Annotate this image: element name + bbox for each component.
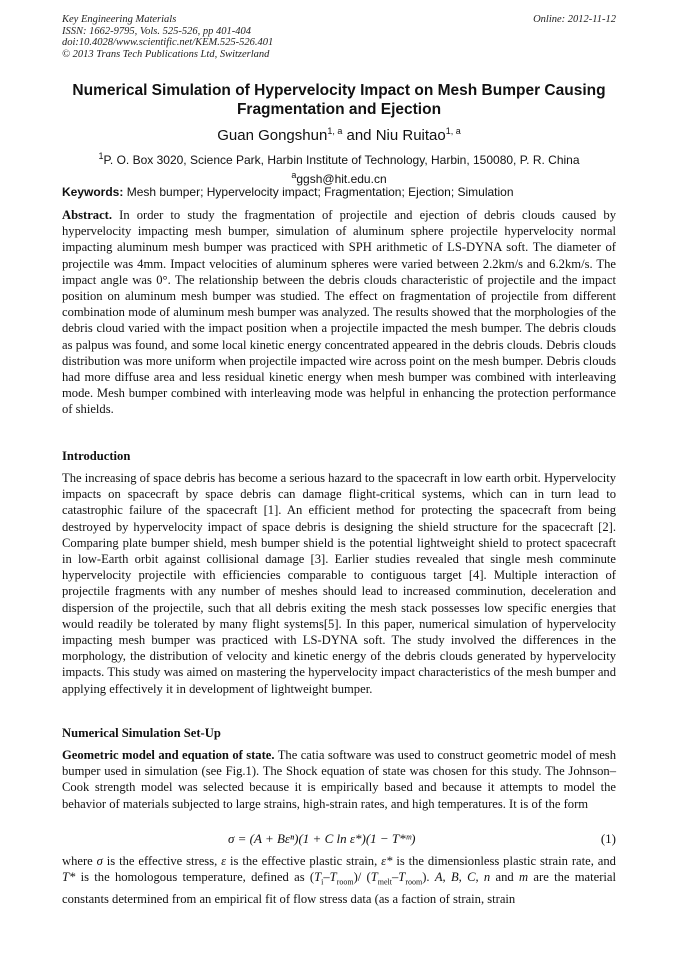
where-text-1: where	[62, 854, 93, 868]
material-constants: A, B, C, n	[434, 870, 491, 885]
online-date: Online: 2012-11-12	[533, 14, 616, 25]
title-line-2: Fragmentation and Ejection	[236, 101, 442, 118]
paper-title	[62, 81, 616, 119]
t-melt-symbol: T	[370, 870, 378, 885]
dash-1: –	[323, 870, 330, 885]
t-star-symbol: T*	[62, 870, 76, 885]
journal-name: Key Engineering Materials	[62, 14, 177, 25]
author-2: Niu Ruitao	[375, 127, 446, 144]
where-text-3: is the effective plastic strain,	[230, 854, 378, 868]
where-text-4: is the dimensionless plastic strain rate, and	[396, 854, 616, 868]
setup-subheading: Geometric model and equation of state.	[62, 748, 275, 762]
t-room-symbol: T	[329, 870, 337, 885]
setup-heading: Numerical Simulation Set-Up	[62, 726, 221, 740]
affiliation-block	[62, 149, 616, 187]
epsilon-star-symbol: ε*	[381, 854, 393, 868]
equation-definitions	[62, 853, 616, 907]
m-symbol: m	[519, 870, 529, 885]
author-conjunction: and	[346, 127, 372, 144]
author-2-affiliation-mark: 1, a	[445, 126, 461, 136]
keywords-label: Keywords:	[62, 185, 124, 199]
journal-header	[62, 14, 616, 60]
equation-number: (1)	[600, 831, 616, 846]
author-email: ggsh@hit.edu.cn	[296, 172, 387, 186]
author-1: Guan Gongshun	[217, 127, 328, 144]
sigma-symbol: σ	[96, 854, 103, 868]
affiliation-address: P. O. Box 3020, Science Park, Harbin Institute of Technology, Harbin, 150080, P. R. China	[103, 153, 580, 167]
t-room-subscript-2: room	[405, 877, 423, 887]
equation-formula: σ = (A + Bεⁿ)(1 + C ln ε*)(1 − T*ᵐ)	[228, 831, 416, 846]
abstract-text: In order to study the fragmentation of projectile and ejection of debris clouds caused by hypervelocity impacting mesh bumper, simulation of aluminum sphere projectile hypervelocity normal impacting aluminum mesh bumper was practiced with SPH arithmetic of LS-DYNA soft. The diameter of projectile was 4mm. Impact velocities of aluminum spheres were varied between 2.2km/s and 6.2km/s. The impact angle was 0°. The relationship between the debris clouds characteristic of projectile and the impact position on aluminum mesh bumper was studied. The effect on fragmentation of projectile from different combination mode of aluminum mesh bumper was analyzed. The results showed that the morphologies of the debris cloud varied with the impact position when a projectile impacted the mesh bumper. The debris clouds as palpus was found, and some local kinetic energy concentrated appeared in the debris clouds. Debris clouds distribution was more uniform when projectile impacted wire across point on the mesh bumper. Debris clouds had more diffuse area and less residual kinetic energy when mesh bumper was combined with interleaving mode. Mesh bumper combined with interleaving mode was helpful in enhancing the protection performance of shields.	[62, 208, 617, 417]
author-list	[62, 122, 616, 145]
johnson-cook-equation	[62, 829, 616, 849]
issn-line: ISSN: 1662-9795, Vols. 525-526, pp 401-404	[62, 25, 251, 37]
title-line-1: Numerical Simulation of Hypervelocity Impact on Mesh Bumper Causing	[72, 82, 606, 99]
t-room-subscript: room	[336, 877, 354, 887]
introduction-paragraph: The increasing of space debris has become a serious hazard to the spacecraft in low earth orbit. Hypervelocity impacts on spacecraft by space debris can damage flight-critical systems, which can in turn lead to catastrophic failure of the spacecraft [1]. An efficient method for protecting the spacecraft from being destroyed by hypervelocity impact of space debris is designing the shield structure for the spacecraft [2]. Comparing plate bumper shield, mesh bumper shield is the potential lightweight shield to protect spacecraft in low-Earth orbit against collisional damage [3]. Earlier studies revealed that single mesh comminute hypervelocity projectile with efficiencies comparable to contiguous target [4]. Multiple interaction of projectile fragments with any number of meshes should lead to increased comminution, deceleration and dispersion of the projectile, such that all debris exiting the mesh stack possesses low specific energies that would readily be tolerated by many flight systems[5]. In this paper, numerical simulation of hypervelocity impacting mesh bumper was practiced with LS-DYNA soft. The study involved the differences in the morphology, the distribution of velocity and kinetic energy of the debris clouds generated by hypervelocity impacts. This study was aimed on mastering the hypervelocity impact characteristics of the mesh bumper and applying effectively it in development of lightweight bumper.	[62, 471, 616, 696]
where-text-5: is the homologous temperature, defined as (	[80, 870, 315, 885]
t-i-subscript: i	[321, 877, 324, 887]
author-1-affiliation-mark: 1, a	[327, 126, 343, 136]
keywords-line	[62, 185, 616, 200]
dash-2: –	[392, 870, 399, 885]
t-melt-subscript: melt	[377, 877, 392, 887]
abstract-paragraph	[62, 207, 616, 418]
affiliation-mark: 1	[98, 151, 104, 161]
t-i-symbol: T	[314, 870, 322, 885]
where-text-8: and	[495, 870, 514, 885]
t-room-symbol-2: T	[398, 870, 406, 885]
setup-paragraph	[62, 747, 616, 812]
doi-line: doi:10.4028/www.scientific.net/KEM.525-526.401	[62, 37, 274, 49]
abstract-label: Abstract.	[62, 208, 113, 222]
email-mark: a	[291, 170, 297, 180]
where-text-7: ).	[422, 870, 430, 885]
keywords-list: Mesh bumper; Hypervelocity impact; Fragmentation; Ejection; Simulation	[126, 185, 514, 199]
where-text-6: )/ (	[353, 870, 371, 885]
where-text-9: are the material constants determined from an empirical fit of flow stress data (as a faction of strain, strain	[62, 870, 617, 906]
epsilon-symbol: ε	[221, 854, 227, 868]
introduction-heading: Introduction	[62, 449, 131, 463]
where-text-2: is the effective stress,	[106, 854, 218, 868]
setup-text: The catia software was used to construct geometric model of mesh bumper used in simulation (see Fig.1). The Shock equation of state was chosen for this study. The Johnson–Cook strength model was selected because it is empirically based and because it attempts to model the behavior of materials subjected to large strains, high-strain rates, and high temperatures. It is of the form	[62, 748, 617, 811]
copyright-line: © 2013 Trans Tech Publications Ltd, Switzerland	[62, 48, 270, 60]
